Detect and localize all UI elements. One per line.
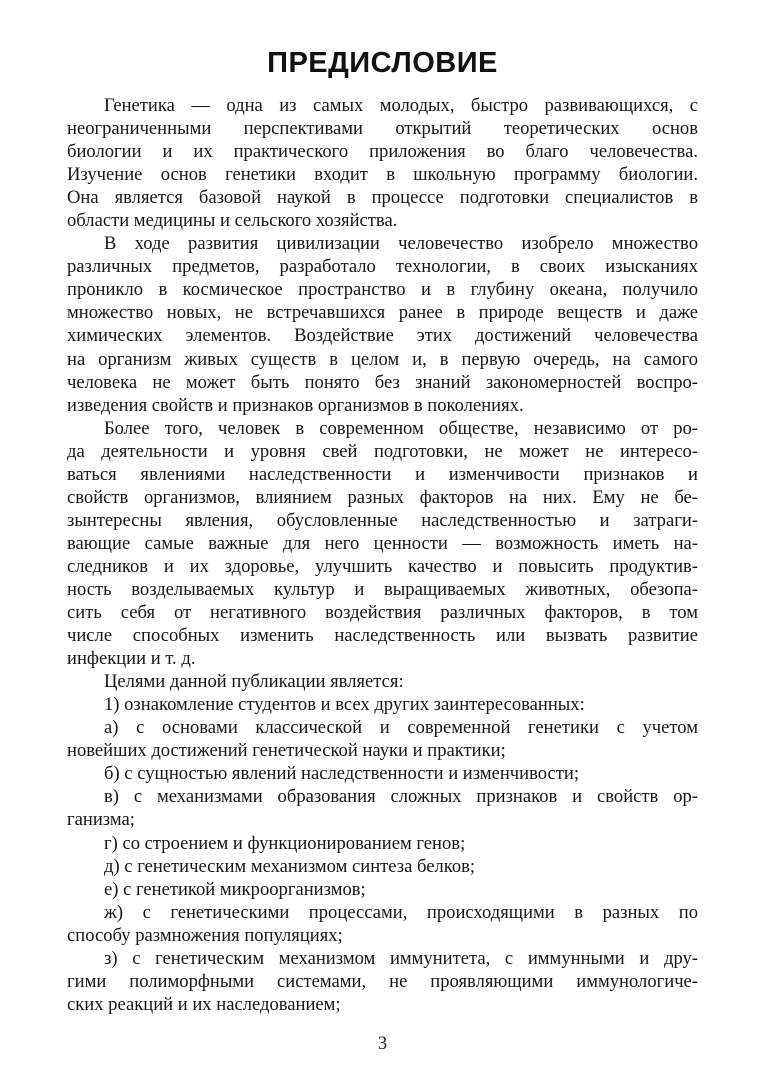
text-line: Целями данной публикации является: (104, 671, 404, 693)
text-line: б) с сущностью явлений наследственности и изменчивости; (104, 763, 580, 785)
paragraph (67, 693, 698, 716)
paragraph (67, 785, 698, 831)
preface-paragraphs (67, 94, 698, 1016)
text-line: з) с генетическим механизмом иммунитета, с иммунными и дру- (104, 947, 698, 969)
text-line: в) с механизмами образования сложных признаков и свойств ор- (104, 786, 698, 808)
text-line: а) с основами классической и современной генетики с учетом (104, 717, 698, 739)
text-line: Более того, человек в современном обществе, независимо от ро- (104, 417, 698, 439)
text-line: неограниченными перспективами открытий теоретических основ (67, 118, 698, 140)
text-line: Она является базовой наукой в процессе подготовки специалистов в (67, 187, 698, 209)
text-line: да деятельности и уровня свей подготовки, не может не интересо- (67, 440, 698, 462)
paragraph (67, 878, 698, 901)
text-line: ганизма; (67, 809, 135, 831)
text-line: способу размножения популяциях; (67, 924, 343, 946)
text-line: д) с генетическим механизмом синтеза белков; (104, 855, 476, 877)
text-line: множество новых, не встречавшихся ранее в природе веществ и даже (67, 302, 698, 324)
paragraph (67, 232, 698, 416)
text-block (67, 0, 698, 1016)
text-line: Изучение основ генетики входит в школьную программу биологии. (67, 164, 698, 186)
paragraph (67, 94, 698, 232)
text-line: области медицины и сельского хозяйства. (67, 210, 398, 232)
text-line: е) с генетикой микроорганизмов; (104, 878, 366, 900)
text-line: на организм живых существ в целом и, в первую очередь, на самого (67, 348, 698, 370)
text-line: В ходе развития цивилизации человечество изобрело множество (104, 233, 698, 255)
page-title: ПРЕДИСЛОВИЕ (267, 47, 498, 79)
text-line: ность возделываемых культур и выращиваемых животных, обезопа- (67, 578, 698, 600)
paragraph (67, 855, 698, 878)
text-line: инфекции и т. д. (67, 648, 196, 670)
paragraph (67, 716, 698, 762)
text-line: Генетика — одна из самых молодых, быстро развивающихся, с (104, 95, 698, 116)
text-line: числе способных изменить наследственность или вызвать развитие (67, 625, 698, 647)
text-line: биологии и их практического приложения во благо человечества. (67, 141, 698, 163)
text-line: следников и их здоровье, улучшить качество и повысить продуктив- (67, 555, 698, 577)
text-line: различных предметов, разработало технологии, в своих изысканиях (67, 256, 698, 278)
text-line: свойств организмов, влиянием разных факторов на них. Ему не бе- (67, 486, 698, 508)
text-line: ж) с генетическими процессами, происходящими в разных по (104, 901, 698, 923)
paragraph (67, 762, 698, 785)
paragraph (67, 417, 698, 671)
text-line: ваться явлениями наследственности и изменчивости признаков и (67, 463, 698, 485)
text-line: ских реакций и их наследованием; (67, 993, 341, 1015)
text-line: химических элементов. Воздействие этих достижений человечества (67, 325, 698, 347)
text-line: изведения свойств и признаков организмов в поколениях. (67, 394, 524, 416)
text-line: вающие самые важные для него ценности — возможность иметь на- (67, 532, 698, 554)
paragraph (67, 670, 698, 693)
text-line: проникло в космическое пространство и в глубину океана, получило (67, 279, 698, 301)
text-line: 1) ознакомление студентов и всех других заинтересованных: (104, 694, 585, 716)
text-line: зынтересны явления, обусловленные наследственностью и затраги- (67, 509, 698, 531)
text-line: г) со строением и функционированием генов; (104, 832, 466, 854)
text-line: новейших достижений генетической науки и практики; (67, 740, 506, 762)
text-line: гими полиморфными системами, не проявляющими иммунологиче- (67, 970, 698, 992)
paragraph (67, 947, 698, 1016)
text-line: человека не может быть понято без знаний закономерностей воспро- (67, 371, 698, 393)
text-line: сить себя от негативного воздействия различных факторов, в том (67, 602, 698, 624)
page-number: 3 (377, 1034, 388, 1054)
paragraph (67, 901, 698, 947)
paragraph (67, 832, 698, 855)
